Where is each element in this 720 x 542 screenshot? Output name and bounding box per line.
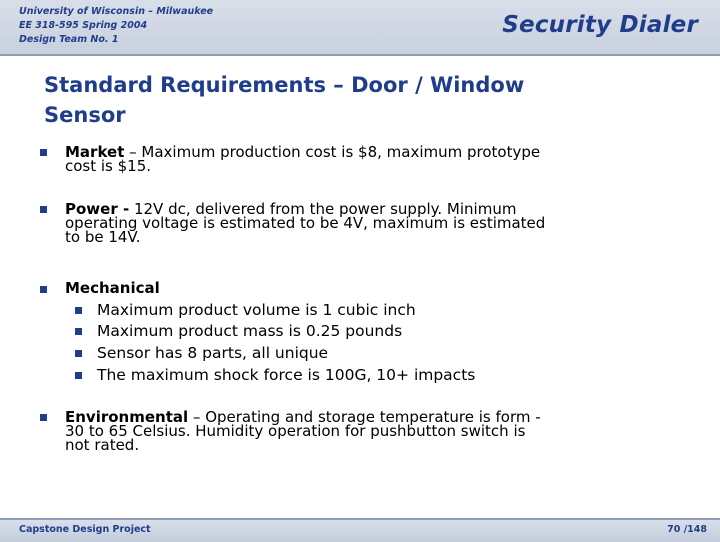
- square-bullet-icon: [75, 372, 82, 379]
- slide-footer: [0, 518, 720, 542]
- bullet-line: cost is $15.: [65, 157, 152, 175]
- square-bullet-icon: [40, 414, 47, 421]
- bullet-environmental: [40, 410, 680, 466]
- course-info: [19, 5, 213, 47]
- bullet-label: Power -: [65, 200, 130, 218]
- bullet-line: to be 14V.: [65, 228, 141, 246]
- bullet-text: [65, 410, 665, 452]
- bullet-power: [40, 202, 680, 258]
- sub-item-text: The maximum shock force is 100G, 10+ impacts: [97, 366, 476, 384]
- square-bullet-icon: [75, 328, 82, 335]
- bullet-line: – Operating and storage temperature is form -: [188, 408, 541, 426]
- sub-item-text: Sensor has 8 parts, all unique: [97, 344, 329, 362]
- bullet-text: [65, 145, 665, 173]
- square-bullet-icon: [75, 307, 82, 314]
- slide-title-line-1: Standard Requirements – Door / Window: [44, 73, 525, 97]
- bullet-line: – Maximum production cost is $8, maximum prototype: [124, 143, 541, 161]
- bullet-label: Market: [65, 143, 125, 161]
- square-bullet-icon: [40, 149, 47, 156]
- square-bullet-icon: [75, 350, 82, 357]
- bullet-line: 30 to 65 Celsius. Humidity operation for pushbutton switch is: [65, 422, 526, 440]
- bullet-mechanical: [40, 279, 680, 302]
- slide-header: [0, 0, 720, 54]
- page-number: 70 /148: [667, 524, 707, 535]
- bullet-line: operating voltage is estimated to be 4V, maximum is estimated: [65, 214, 546, 232]
- bullet-label: Mechanical: [65, 279, 160, 297]
- header-divider: [0, 54, 720, 56]
- project-title: Security Dialer: [502, 12, 698, 38]
- bullet-text: [65, 281, 665, 295]
- bullet-market: [40, 145, 680, 185]
- footer-project-label: Capstone Design Project: [19, 524, 151, 535]
- slide-title: [44, 70, 684, 130]
- square-bullet-icon: [40, 286, 47, 293]
- sub-item-text: Maximum product volume is 1 cubic inch: [97, 301, 416, 319]
- slide-title-line-2: Sensor: [44, 103, 126, 127]
- university-name: University of Wisconsin – Milwaukee: [19, 6, 214, 17]
- team-number: Design Team No. 1: [19, 34, 119, 45]
- bullet-text: [65, 202, 665, 244]
- square-bullet-icon: [40, 206, 47, 213]
- bullet-line: not rated.: [65, 436, 140, 454]
- bullet-line: 12V dc, delivered from the power supply. Minimum: [129, 200, 517, 218]
- course-term: EE 318-595 Spring 2004: [19, 20, 148, 31]
- bullet-label: Environmental: [65, 408, 189, 426]
- sub-item-text: Maximum product mass is 0.25 pounds: [97, 322, 403, 340]
